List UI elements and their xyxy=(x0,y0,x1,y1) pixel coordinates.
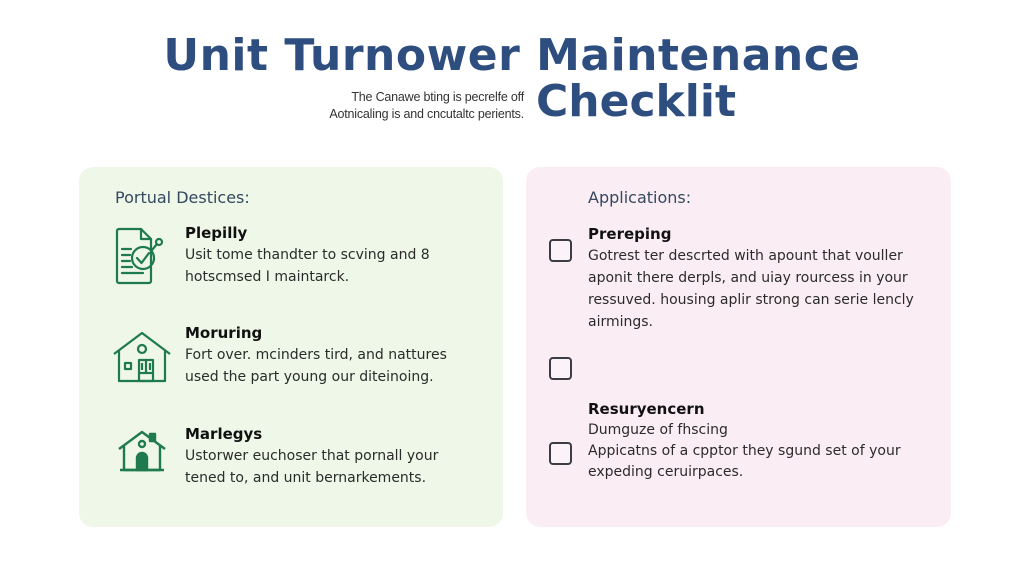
item-description xyxy=(588,245,938,333)
item-desc-line: ressuved. housing aplir strong can serie lencly xyxy=(588,292,914,308)
checklist-item xyxy=(588,399,938,483)
subtitle xyxy=(329,89,524,123)
item-title: Plepilly xyxy=(185,224,248,242)
item-desc-line: expeding ceruirpaces. xyxy=(588,464,744,480)
subtitle-line-2: Aotnicaling is and cncutaltc perients. xyxy=(329,107,524,121)
checklist-item xyxy=(588,224,938,333)
item-desc-line: hotscmsed I maintarck. xyxy=(185,269,350,285)
item-title: Marlegys xyxy=(185,425,263,443)
list-item xyxy=(185,424,485,489)
item-desc-line: tened to, and unit bernarkements. xyxy=(185,470,427,486)
item-description xyxy=(185,445,485,489)
item-desc-line: Appicatns of a cpptor they sgund set of your xyxy=(588,443,901,459)
item-desc-line: Ustorwer euchoser that pornall your xyxy=(185,448,439,464)
document-check-icon xyxy=(113,225,165,291)
right-panel xyxy=(526,167,951,527)
house-door-icon xyxy=(117,429,167,477)
item-description xyxy=(185,344,485,388)
left-panel-heading: Portual Destices: xyxy=(115,188,250,207)
item-desc-line: used the part young our diteinoing. xyxy=(185,369,434,385)
list-item xyxy=(185,323,485,388)
subtitle-line-1: The Canawe bting is pecrelfe off xyxy=(351,90,524,104)
item-description xyxy=(185,244,485,288)
title-line-1: Unit Turnower Maintenance xyxy=(163,30,861,81)
item-title: Moruring xyxy=(185,324,263,342)
checkbox-resuryencern[interactable] xyxy=(549,442,572,465)
right-panel-heading: Applications: xyxy=(588,188,692,207)
item-desc-line: Dumguze of fhscing xyxy=(588,422,728,438)
checkbox-unlabeled[interactable] xyxy=(549,357,572,380)
house-outline-icon xyxy=(112,330,172,388)
item-description xyxy=(588,420,938,483)
item-title: Resuryencern xyxy=(588,400,705,418)
left-panel xyxy=(79,167,503,527)
item-desc-line: aponit there derpls, and uiay rourcess in your xyxy=(588,270,908,286)
item-desc-line: Gotrest ter descrted with apount that vouller xyxy=(588,248,903,264)
item-desc-line: Fort over. mcinders tird, and nattures xyxy=(185,347,447,363)
item-desc-line: airmings. xyxy=(588,314,654,330)
item-desc-line: Usit tome thandter to scving and 8 xyxy=(185,247,430,263)
list-item xyxy=(185,223,485,288)
title-line-2: Checklit xyxy=(536,76,736,127)
item-title: Prereping xyxy=(588,225,672,243)
checkbox-prereping[interactable] xyxy=(549,239,572,262)
